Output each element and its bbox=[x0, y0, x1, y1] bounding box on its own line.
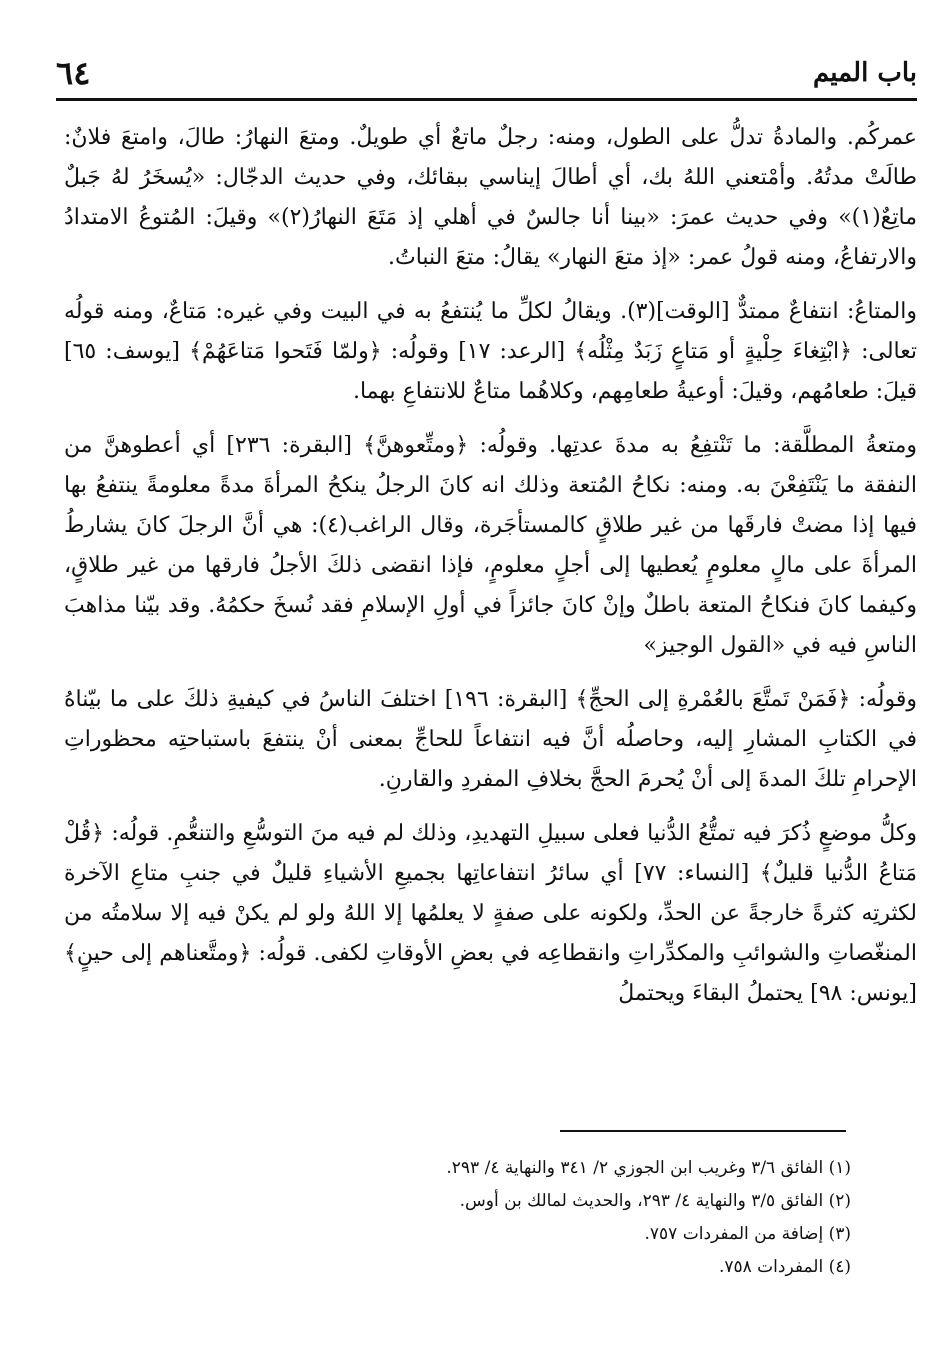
footnotes bbox=[120, 1152, 851, 1284]
paragraph bbox=[64, 426, 917, 666]
paragraph bbox=[64, 814, 917, 1014]
paragraph-text: والمتاعُ: انتفاعٌ ممتدٌّ [الوقت](٣). ويقالُ لكلِّ ما يُنتفعُ به في البيت وفي غيره: مَتاعٌ، ومنه قولُه تعالى: ﴿ابْتِغاءَ حِلْيةٍ أو مَتاعٍ زَبَدٌ مِثْلُه﴾ [الرعد: ١٧] وقولُه: ﴿ولمّا فَتَحوا مَتاعَهُمْ﴾ [يوسف: ٦٥] قيلَ: طعامُهم، وقيلَ: أوعيةُ طعامِهم، وكلاهُما متاعٌ للانتفاعِ بهما. bbox=[64, 299, 917, 404]
paragraph-text: وكلُّ موضعٍ ذُكرَ فيه تمتُّعُ الدُّنيا فعلى سبيلِ التهديدِ، وذلك لم فيه منَ التوسُّعِ والتنعُّمِ. قولُه: ﴿قُلْ مَتاعُ الدُّنيا قليلٌ﴾ [النساء: ٧٧] أي سائرُ انتفاعاتِها بجميعِ الأشياءِ قليلٌ في جنبِ متاعِ الآخرة لكثرتِه كثرةً خارجةً عن الحدِّ، ولكونه على صفةٍ لا يعلمُها إلا اللهُ ولو لم يكنْ فيه إلا سلامتُه من المنغّصاتِ والشوائبِ والمكدِّراتِ وانقطاعِه في بعضِ الأوقاتِ لكفى. قولُه: ﴿ومتَّعناهم إلى حينٍ﴾ [يونس: ٩٨] يحتملُ البقاءَ ويحتملُ bbox=[64, 821, 918, 1006]
footnote: (٤) المفردات ٧٥٨. bbox=[718, 1257, 851, 1277]
paragraph-text: عمركُم. والمادةُ تدلُّ على الطول، ومنه: رجلٌ ماتعٌ أي طويلٌ. ومتعَ النهارُ: طالَ، وامتعَ فلانٌ: طالَتْ مدتُهُ. وأمْتعني اللهُ بك، أي أطالَ إيناسي ببقائك، وفي حديث الدجّال: «يُسخَرُ لهُ جَبلٌ ماتِعٌ(١)» وفي حديث عمرَ: «بينا أنا جالسٌ في أهلي إذ مَتَعَ النهارُ(٢)» وقيلَ: المُتوعُ الامتدادُ والارتفاعُ، ومنه قولُ عمر: «إذ متعَ النهار» يقالُ: متعَ النباتُ. bbox=[64, 125, 917, 270]
page-header bbox=[56, 52, 917, 96]
footnote: (١) الفائق ٣/٦ وغريب ابن الجوزي ٢/ ٣٤١ والنهاية ٤/ ٢٩٣. bbox=[446, 1158, 851, 1178]
footnote-divider bbox=[560, 1130, 846, 1132]
chapter-title: باب الميم bbox=[812, 58, 917, 88]
paragraph bbox=[64, 292, 917, 412]
paragraph-text: وقولُه: ﴿فَمَنْ تَمتَّعَ بالعُمْرةِ إلى الحجِّ﴾ [البقرة: ١٩٦] اختلفَ الناسُ في كيفيةِ ذلكَ على ما بيّناهُ في الكتابِ المشارِ إليه، وحاصلُه أنَّ فيه انتفاعاً للحاجِّ بمعنى أنْ ينتفعَ باستباحتِه محظوراتِ الإحرامِ تلكَ المدةَ إلى أنْ يُحرمَ الحجَّ بخلافِ المفردِ والقارنِ. bbox=[64, 687, 917, 792]
main-text bbox=[64, 118, 917, 1028]
paragraph bbox=[64, 118, 917, 278]
page-number: ٦٤ bbox=[56, 54, 91, 92]
paragraph bbox=[64, 680, 917, 800]
paragraph-text: ومتعةُ المطلَّقة: ما تَنْتفِعُ به مدةَ عدتِها. وقولُه: ﴿ومتِّعوهنَّ﴾ [البقرة: ٢٣٦] أي أعطوهنَّ من النفقة ما يَنْتَفِعْنَ به. ومنه: نكاحُ المُتعة وذلك انه كانَ الرجلُ ينكحُ المرأةَ مدةً معلومةً ينتفعُ بها فيها إذا مضتْ فارقَها من غير طلاقٍ كالمستأجَرة، وقال الراغب(٤): هي أنَّ الرجلَ كانَ يشارطُ المرأةَ على مالٍ معلومٍ يُعطيها إلى أجلٍ معلومٍ، فإذا انقضى ذلكَ الأجلُ فارقها من غير طلاقٍ، وكيفما كانَ فنكاحُ المتعة باطلٌ وإنْ كانَ جائزاً في أولِ الإسلامِ فقد نُسخَ حكمُهُ. وقد بيّنا مذاهبَ الناسِ فيه في «القول الوجيز» bbox=[64, 433, 917, 658]
footnote: (٢) الفائق ٣/٥ والنهاية ٤/ ٢٩٣، والحديث لمالك بن أوس. bbox=[459, 1191, 851, 1211]
header-divider bbox=[56, 98, 917, 101]
footnote: (٣) إضافة من المفردات ٧٥٧. bbox=[644, 1224, 851, 1244]
